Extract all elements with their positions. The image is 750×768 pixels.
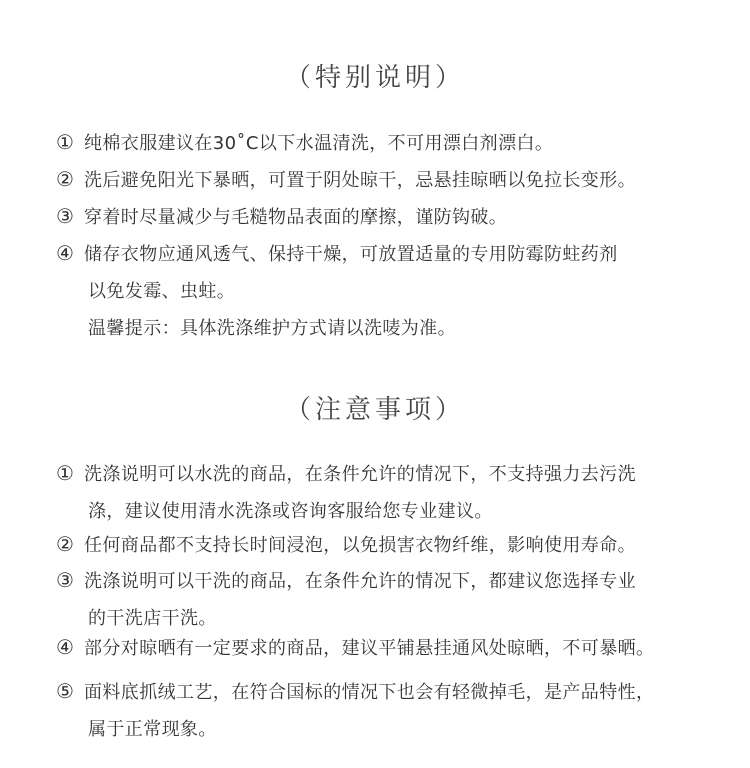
item-number: ④ — [56, 635, 75, 659]
item-number: ① — [56, 130, 75, 154]
item-number: ② — [56, 532, 75, 556]
item-text: 洗后避免阳光下暴晒，可置于阴处晾干，忌悬挂晾晒以免拉长变形。 — [84, 170, 636, 191]
notice-item-5 — [56, 673, 716, 748]
item-text-continued: 以免发霉、虫蛀。 — [88, 281, 236, 302]
item-text: 部分对晾晒有一定要求的商品，建议平铺悬挂通风处晾晒，不可暴晒。 — [84, 638, 655, 659]
notice-title: （注意事项） — [284, 395, 465, 425]
item-number: ③ — [56, 568, 75, 592]
notice-item-4 — [56, 629, 716, 667]
item-number: ⑤ — [56, 679, 75, 703]
special-item-4 — [56, 235, 716, 347]
item-text-continued: 的干洗店干洗。 — [88, 608, 217, 629]
item-text: 储存衣物应通风透气、保持干燥，可放置适量的专用防霉防蛀药剂 — [84, 244, 618, 265]
item-text: 洗涤说明可以水洗的商品，在条件允许的情况下，不支持强力去污洗 — [84, 464, 636, 485]
special-item-3 — [56, 198, 716, 236]
notice-item-3 — [56, 562, 716, 637]
special-item-2 — [56, 161, 716, 199]
item-number: ② — [56, 167, 75, 191]
item-text-continued: 涤，建议使用清水洗涤或咨询客服给您专业建议。 — [88, 501, 493, 522]
item-number: ③ — [56, 204, 75, 228]
special-item-1 — [56, 124, 716, 162]
item-text: 洗涤说明可以干洗的商品，在条件允许的情况下，都建议您选择专业 — [84, 571, 636, 592]
warm-tip: 温馨提示：具体洗涤维护方式请以洗唛为准。 — [88, 318, 456, 339]
item-text: 穿着时尽量减少与毛糙物品表面的摩擦，谨防钩破。 — [84, 207, 508, 228]
notice-item-1 — [56, 455, 716, 530]
item-number: ④ — [56, 241, 75, 265]
special-notes-title: （特别说明） — [284, 63, 465, 93]
item-text: 面料底抓绒工艺，在符合国标的情况下也会有轻微掉毛，是产品特性， — [84, 682, 655, 703]
item-number: ① — [56, 461, 75, 485]
item-text: 任何商品都不支持长时间浸泡，以免损害衣物纤维，影响使用寿命。 — [84, 535, 636, 556]
notice-item-2 — [56, 526, 716, 564]
item-text: 纯棉衣服建议在30˚C以下水温清洗，不可用漂白剂漂白。 — [84, 133, 554, 154]
item-text-continued: 属于正常现象。 — [88, 719, 217, 740]
